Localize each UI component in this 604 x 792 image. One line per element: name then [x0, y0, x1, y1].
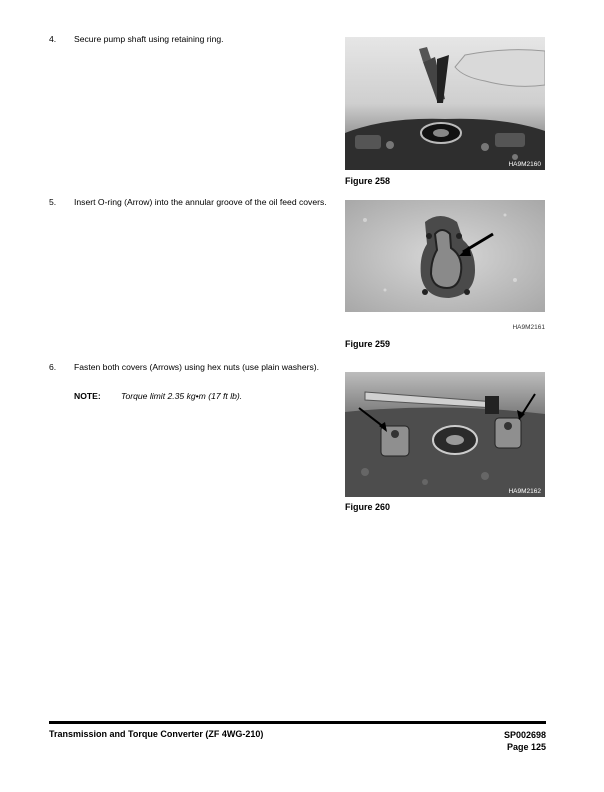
figure-258-caption: Figure 258	[345, 176, 391, 186]
footer-meta	[504, 729, 546, 753]
figure-259-photo	[345, 200, 545, 335]
note-text: Torque limit 2.35 kg•m (17 ft lb).	[121, 391, 243, 401]
footer-rule	[49, 721, 546, 724]
figure-image-id: HA9M2160	[508, 161, 541, 168]
figure-259-caption: Figure 259	[345, 339, 391, 349]
step-text: Secure pump shaft using retaining ring.	[74, 34, 224, 44]
figure-image-id: HA9M2161	[512, 324, 545, 331]
step-text: Insert O-ring (Arrow) into the annular groove of the oil feed covers.	[74, 197, 327, 207]
figure-260-caption: Figure 260	[345, 502, 391, 512]
doc-number: SP002698	[503, 730, 546, 740]
figure-260-photo	[345, 372, 545, 497]
step-number: 4.	[49, 34, 57, 44]
note-label: NOTE:	[74, 391, 101, 401]
footer-title: Transmission and Torque Converter (ZF 4WG-210)	[49, 729, 264, 739]
step-number: 5.	[49, 197, 57, 207]
figure-image-id: HA9M2162	[508, 488, 541, 495]
step-number: 6.	[49, 362, 57, 372]
step-text: Fasten both covers (Arrows) using hex nuts (use plain washers).	[74, 362, 320, 372]
figure-258-photo	[345, 37, 545, 170]
page-number: Page 125	[506, 742, 546, 752]
